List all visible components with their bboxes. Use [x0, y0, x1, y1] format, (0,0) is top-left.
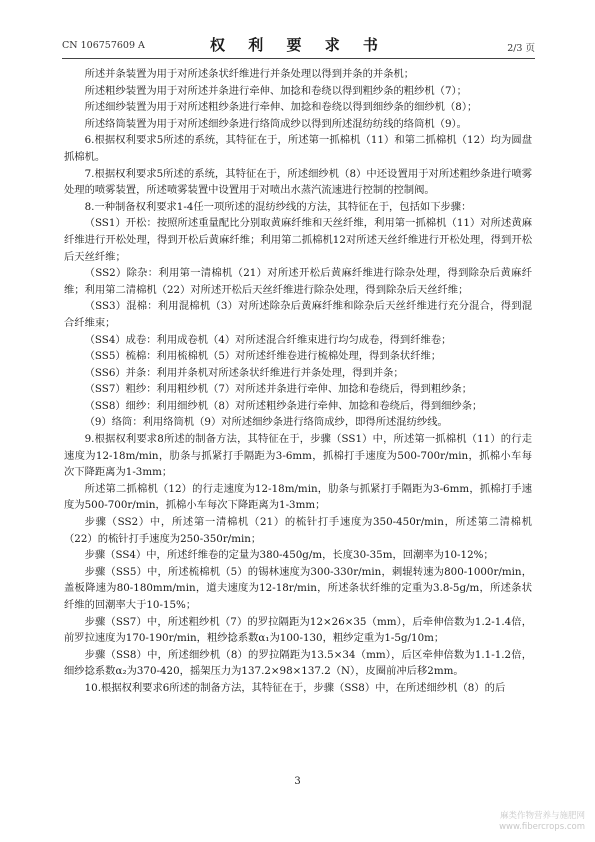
claims-body — [64, 66, 532, 697]
claim-paragraph: （SS1）开松：按照所述重量配比分别取黄麻纤维和天丝纤维，利用第一抓棉机（11）对所述黄麻纤维进行开松处理，得到开松后黄麻纤维；利用第二抓棉机12对所述天丝纤维进行开松处理，得到开松后天丝纤维； — [64, 217, 532, 263]
claim-paragraph: 步骤（SS5）中，所述梳棉机（5）的锡林速度为300-330r/min，刺辊转速为800-1000r/min，盖板降速为80-180mm/min，道夫速度为12-18r/min，所述条状纤维的定重为3.8-5g/m，所述条状纤维的回潮率大于10-15%； — [64, 565, 532, 611]
page-header — [62, 34, 535, 56]
page-indicator: 2/3 页 — [507, 43, 535, 54]
claim-paragraph: 步骤（SS2）中，所述第一清棉机（21）的梳针打手速度为350-450r/min，所述第二清棉机（22）的梳针打手速度为250-350r/min； — [64, 516, 532, 545]
claim-paragraph: （SS8）细纱：利用细纱机（8）对所述粗纱条进行牵伸、加捻和卷绕后，得到细纱条； — [84, 399, 483, 412]
claim-paragraph: 6.根据权利要求5所述的系统，其特征在于，所述第一抓棉机（11）和第二抓棉机（12）均为圆盘抓棉机。 — [64, 134, 532, 163]
claim-paragraph: 所述络筒装置为用于对所述细纱条进行络筒成纱以得到所述混纺纺线的络筒机（9）。 — [84, 117, 467, 130]
claim-paragraph: 所述粗纱装置为用于对所述并条进行牵伸、加捻和卷绕以得到粗纱条的粗纱机（7）； — [84, 84, 467, 97]
watermark-url: www.fibercrops.com — [499, 822, 585, 832]
header-rule — [62, 58, 535, 59]
claim-paragraph: （SS5）梳棉：利用梳棉机（5）对所述纤维卷进行梳棉处理，得到条状纤维； — [84, 350, 442, 363]
claim-paragraph: （SS7）粗纱：利用粗纱机（7）对所述并条进行牵伸、加捻和卷绕后，得到粗纱条； — [84, 383, 473, 396]
claim-paragraph: 所述细纱装置为用于对所述粗纱条进行牵伸、加捻和卷绕以得到细纱条的细纱机（8）； — [84, 101, 478, 114]
patent-number: CN 106757609 A — [62, 40, 145, 51]
claim-paragraph: （9）络筒：利用络筒机（9）对所述细纱条进行络筒成纱，即得所述混纺纱线。 — [84, 416, 448, 429]
claim-paragraph: 步骤（SS4）中，所述纤维卷的定量为380-450g/m，长度30-35m，回潮率为10-12%； — [84, 549, 494, 562]
claim-paragraph: 步骤（SS7）中，所述粗纱机（7）的罗拉隔距为12×26×35（mm），后牵伸倍数为1.2-1.4倍，前罗拉速度为170-190r/min，粗纱捻系数α₁为100-130，粗纱定重为1-5g/10m； — [64, 615, 532, 645]
document-title: 权 利 要 求 书 — [210, 36, 387, 54]
claim-paragraph: （SS6）并条：利用并条机对所述条状纤维进行并条处理，得到并条； — [84, 366, 404, 379]
claim-paragraph: 步骤（SS8）中，所述细纱机（8）的罗拉隔距为13.5×34（mm），后区牵伸倍数为1.1-1.2倍，细纱捻系数α₂为370-420，摇架压力为137.2×98×137.2（N），皮圈前冲后移2mm。 — [64, 648, 532, 678]
claim-paragraph: 所述第二抓棉机（12）的行走速度为12-18m/min，肋条与抓紧打手隔距为3-6mm，抓棉打手速度为500-700r/min，抓棉小车每次下降距离为1-3mm； — [64, 482, 532, 512]
site-watermark — [499, 811, 585, 833]
claim-paragraph: 所述并条装置为用于对所述条状纤维进行并条处理以得到并条的并条机； — [84, 68, 415, 80]
claim-paragraph: （SS3）混棉：利用混棉机（3）对所述除杂后黄麻纤维和除杂后天丝纤维进行充分混合，得到混合纤维束； — [64, 300, 532, 329]
claim-paragraph: 7.根据权利要求5所述的系统，其特征在于，所述细纱机（8）中还设置用于对所述粗纱条进行喷雾处理的喷雾装置，所述喷雾装置中设置用于对喷出水蒸汽流速进行控制的控制阀。 — [64, 167, 532, 197]
page-number: 3 — [294, 776, 301, 787]
claim-paragraph: 8.一种制备权利要求1-4任一项所述的混纺纱线的方法，其特征在于，包括如下步骤： — [84, 200, 472, 213]
claim-paragraph: （SS4）成卷：利用成卷机（4）对所述混合纤维束进行均匀成卷，得到纤维卷； — [84, 333, 452, 346]
claim-paragraph: （SS2）除杂：利用第一清棉机（21）对所述开松后黄麻纤维进行除杂处理，得到除杂后黄麻纤维；利用第二清棉机（22）对所述开松后天丝纤维进行除杂处理，得到除杂后天丝纤维； — [64, 267, 532, 296]
watermark-title: 麻类作物营养与施肥网 — [499, 811, 585, 821]
claim-paragraph: 9.根据权利要求8所述的制备方法，其特征在于，步骤（SS1）中，所述第一抓棉机（11）的行走速度为12-18m/min，肋条与抓紧打手隔距为3-6mm，抓棉打手速度为500-700r/min，抓棉小车每次下降距离为1-3mm； — [64, 433, 532, 479]
claim-paragraph: 10.根据权利要求6所述的制备方法，其特征在于，步骤（SS8）中，在所述细纱机（8）的后 — [84, 681, 506, 694]
